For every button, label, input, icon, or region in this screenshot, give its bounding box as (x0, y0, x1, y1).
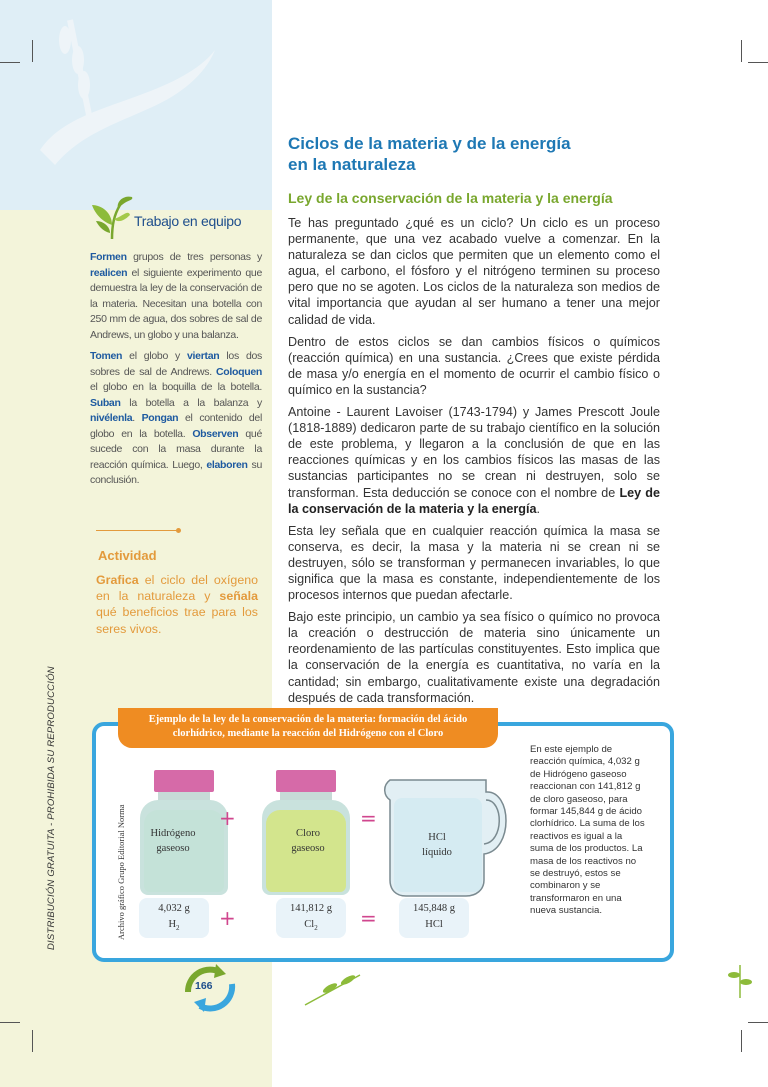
chlorine-value-box: 141,812 g $Cl_2$ (276, 898, 346, 938)
team-work-title: Trabajo en equipo (134, 213, 242, 229)
hydrogen-label: Hidrógeno gaseoso (150, 828, 196, 854)
leaf-sprig-decoration (720, 960, 760, 1000)
leaf-sprig-decoration (300, 970, 370, 1010)
body-paragraph: Te has preguntado ¿qué es un ciclo? Un ciclo es un proceso permanente, que una vez acabado vuelve a comenzar. En la naturaleza se dan ciclos que permiten que un elemento como el agua, el carbono, el fósforo y el nitrógeno terminen su proceso pero que no se agoten. Los ciclos de la naturaleza son medios de vital importancia que ayudan al ser humano a tener una mejor calidad de vida. (288, 216, 660, 327)
activity-text: Grafica el ciclo del oxígeno en la naturaleza y señala qué beneficios trae para los seres vivos. (96, 573, 258, 636)
jar-lid (154, 770, 214, 792)
page-title: Ciclos de la materia y de la energía en la naturaleza (288, 134, 571, 174)
hcl-value-box: 145,848 g HCl (399, 898, 469, 938)
plus-sign: + (219, 806, 236, 830)
section-subtitle: Ley de la conservación de la materia y la energía (288, 190, 613, 206)
hydrogen-value-box: 4,032 g $H_2$ (139, 898, 209, 938)
crop-mark (748, 1022, 768, 1023)
crop-mark (0, 62, 20, 63)
distribution-notice: DISTRIBUCIÓN GRATUITA - PROHIBIDA SU REPRODUCCIÓN (46, 666, 57, 950)
hcl-label: HCl líquido (422, 832, 452, 858)
plus-sign: + (219, 906, 236, 930)
equals-sign: = (360, 906, 377, 930)
figure-caption: Ejemplo de la ley de la conservación de la materia: formación del ácido clorhídrico, mediante la reacción del Hidrógeno con el Cloro (118, 708, 498, 748)
body-paragraph: Dentro de estos ciclos se dan cambios físicos o químicos (reacción química) en una sustancia. ¿Crees que existe pérdida de masa y/o energía en el momento de ocurrir el cambio físico o químico en la sustancia? (288, 334, 660, 397)
crop-mark (32, 1030, 33, 1052)
figure-explanation: En este ejemplo de reacción química, 4,032 g de Hidrógeno gaseoso reaccionan con 141,812 g de cloro gaseoso, para formar 145,844 g de ácido clorhídrico. La suma de los reactivos es igual a la suma de los productos. La masa de los reactivos no se destruyó, estos se combinaron y se transformaron en una nueva sustancia. (530, 744, 645, 917)
team-work-text: Formen grupos de tres personas y realicen el siguiente experimento que demuestra la ley de la conservación de la materia. Necesitan una botella con 250 mm de agua, dos sobres de sal de Andrews, un globo y una balanza. Tomen el globo y viertan los dos sobres de sal de Andrews. Coloquen el globo en la boquilla de la botella. Suban la botella a la balanza y nivélenla. Pongan el contenido del globo en la botella. Observen qué sucede con la masa durante la reacción química. Luego, elaboren su conclusión. (90, 251, 262, 486)
divider-dot (176, 528, 181, 533)
crop-mark (748, 62, 768, 63)
body-paragraph: Bajo este principio, un cambio ya sea físico o químico no provoca la creación o destrucción de materia sino únicamente un reordenamiento de las partículas constituyentes. Esto implica que la conservación de la energía es cuantitativa, no varía en la cantidad; sin embargo, cualitativamente existe una degradación después de cada transformación. (288, 610, 660, 705)
main-body (288, 215, 660, 712)
crop-mark (0, 1022, 20, 1023)
divider (96, 530, 178, 531)
body-paragraph: Antoine - Laurent Lavoiser (1743-1794) y James Prescott Joule (1818-1889) dedicaron parte de su trabajo científico en la solución de este problema, y llegaron a la conclusión de que en las reacciones químicas y en los cambios físicos las masas de las sustancias participantes no se crean ni destruyen, solo se transforman. Esta deducción se conoce con el nombre de Ley de la conservación de la materia y la energía. (288, 405, 660, 516)
crop-mark (32, 40, 33, 62)
team-work-header (90, 195, 262, 250)
sprout-icon (90, 195, 134, 240)
crop-mark (741, 40, 742, 62)
page-number: 166 (195, 980, 213, 992)
team-work-box (90, 195, 262, 495)
lizard-wheat-decoration (0, 0, 272, 210)
activity-title: Actividad (98, 548, 157, 563)
crop-mark (741, 1030, 742, 1052)
jar-lid (276, 770, 336, 792)
chlorine-label: Cloro gaseoso (291, 828, 325, 854)
body-paragraph: Esta ley señala que en cualquier reacción química la masa se conserva, es decir, la masa y la materia ni se crean ni se destruyen, sólo se transforman y permanecen invariables, lo que significa que la masa es constante, independientemente de los procesos internos que puedan afectarle. (288, 523, 660, 603)
equals-sign: = (360, 806, 377, 830)
figure-credit: Archivo gráfico Grupo Editorial Norma (116, 804, 126, 940)
